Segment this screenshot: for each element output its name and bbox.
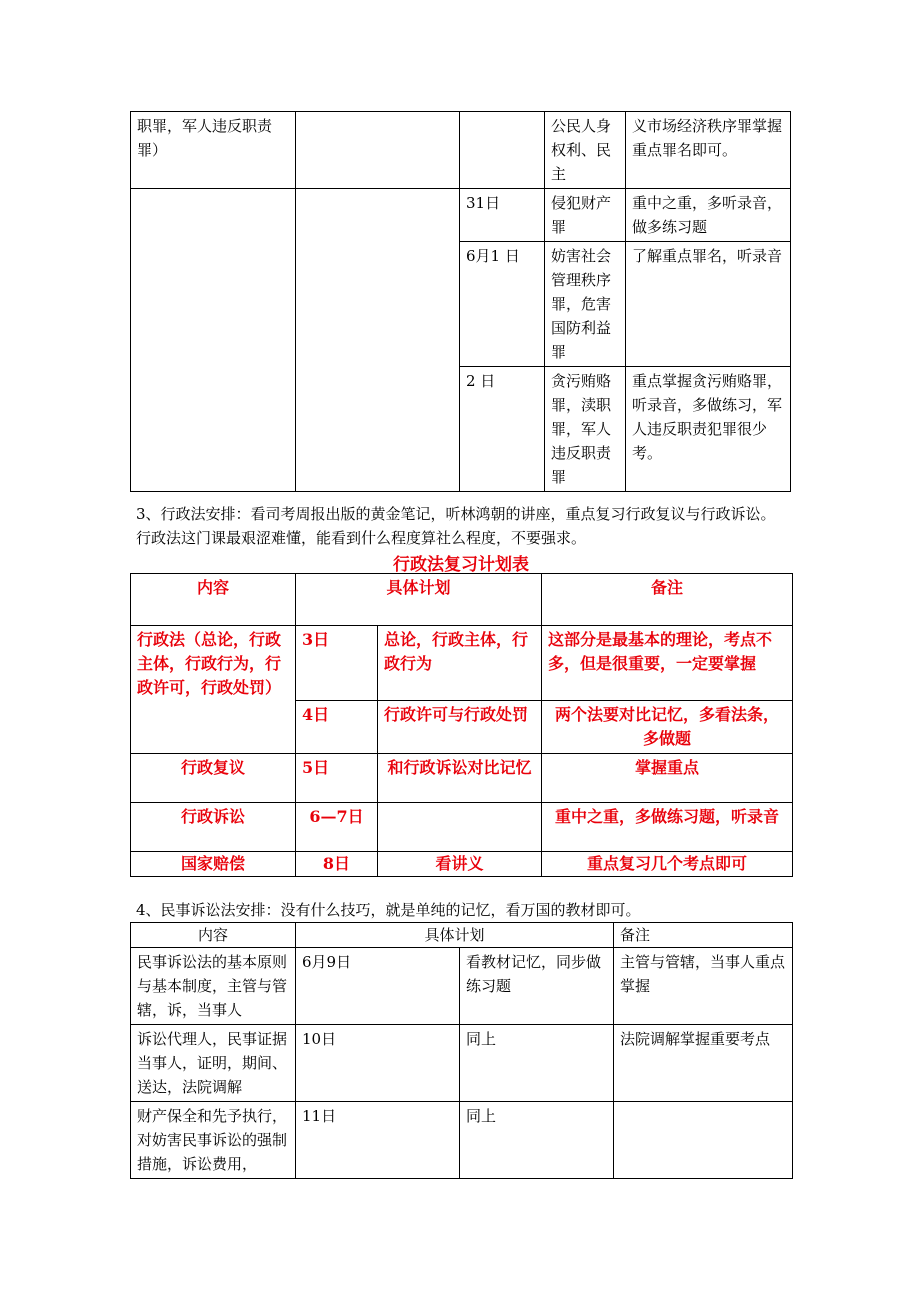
table-cell [614,1102,793,1179]
table-cell: 31日 [460,189,545,242]
table-cell [296,189,460,492]
table-cell: 10日 [296,1025,460,1102]
table-cell: 妨害社会管理秩序罪，危害国防利益罪 [545,242,626,367]
table-row [131,1102,793,1179]
table-cell: 重点掌握贪污贿赂罪，听录音，多做练习，军人违反职责犯罪很少考。 [626,367,791,492]
table-row [131,189,791,242]
table-cell: 行政法（总论，行政主体，行政行为，行政许可，行政处罚） [131,626,296,754]
table-cell [460,112,545,189]
table-row [131,1025,793,1102]
table-cell: 法院调解掌握重要考点 [614,1025,793,1102]
table-cell: 主管与管辖，当事人重点掌握 [614,948,793,1025]
table-cell: 11日 [296,1102,460,1179]
table-cell: 诉讼代理人，民事证据当事人，证明，期间、送达，法院调解 [131,1025,296,1102]
table-cell: 公民人身权利、民主 [545,112,626,189]
table-cell: 重点复习几个考点即可 [542,852,793,877]
table-cell: 4日 [296,701,378,754]
table-cell [296,112,460,189]
header-content: 内容 [131,574,296,626]
admin-law-table-title: 行政法复习计划表 [393,555,529,575]
table-cell: 民事诉讼法的基本原则与基本制度，主管与管辖，诉，当事人 [131,948,296,1025]
table-cell: 2 日 [460,367,545,492]
table-cell: 两个法要对比记忆，多看法条，多做题 [542,701,793,754]
table-cell: 同上 [460,1102,614,1179]
civil-procedure-table [130,922,793,1179]
table-cell: 财产保全和先予执行，对妨害民事诉讼的强制措施，诉讼费用， [131,1102,296,1179]
table-cell: 看讲义 [378,852,542,877]
table-cell: 行政复议 [131,754,296,803]
table-row [131,948,793,1025]
table-cell: 6—7日 [296,803,378,852]
table-cell: 这部分是最基本的理论，考点不多，但是很重要，一定要掌握 [542,626,793,701]
header-note: 备注 [542,574,793,626]
table-cell: 3日 [296,626,378,701]
table-cell: 职罪，军人违反职责罪） [131,112,296,189]
table-cell: 贪污贿赂罪，渎职罪，军人违反职责罪 [545,367,626,492]
header-plan: 具体计划 [296,923,614,948]
table-row [131,852,793,877]
table-cell: 重中之重，多听录音，做多练习题 [626,189,791,242]
table-cell: 同上 [460,1025,614,1102]
section3-paragraph: 3、行政法安排：看司考周报出版的黄金笔记，听林鸿朝的讲座，重点复习行政复议与行政诉讼。行政法这门课最艰涩难懂，能看到什么程度算社么程度，不要强求。 [136,505,776,547]
admin-law-table [130,573,793,877]
table-cell: 6月9日 [296,948,460,1025]
table-row [131,574,793,626]
table-row [131,923,793,948]
table-row [131,754,793,803]
table-cell: 8日 [296,852,378,877]
table-row [131,803,793,852]
table-row [131,626,793,701]
table-cell: 重中之重，多做练习题，听录音 [542,803,793,852]
table-cell: 侵犯财产罪 [545,189,626,242]
criminal-law-table [130,111,791,492]
table-cell: 行政许可与行政处罚 [378,701,542,754]
table-cell: 了解重点罪名，听录音 [626,242,791,367]
table-cell: 和行政诉讼对比记忆 [378,754,542,803]
table-cell [378,803,542,852]
header-content: 内容 [131,923,296,948]
table-cell: 义市场经济秩序罪掌握重点罪名即可。 [626,112,791,189]
table-row [131,112,791,189]
section4-paragraph: 4、民事诉讼法安排：没有什么技巧，就是单纯的记忆，看万国的教材即可。 [136,901,641,919]
table-cell: 行政诉讼 [131,803,296,852]
table-cell: 国家赔偿 [131,852,296,877]
table-cell: 看教材记忆，同步做练习题 [460,948,614,1025]
table-cell: 5日 [296,754,378,803]
header-note: 备注 [614,923,793,948]
header-plan: 具体计划 [296,574,542,626]
table-cell: 掌握重点 [542,754,793,803]
table-cell [131,189,296,492]
table-cell: 总论，行政主体，行政行为 [378,626,542,701]
table-cell: 6月1 日 [460,242,545,367]
